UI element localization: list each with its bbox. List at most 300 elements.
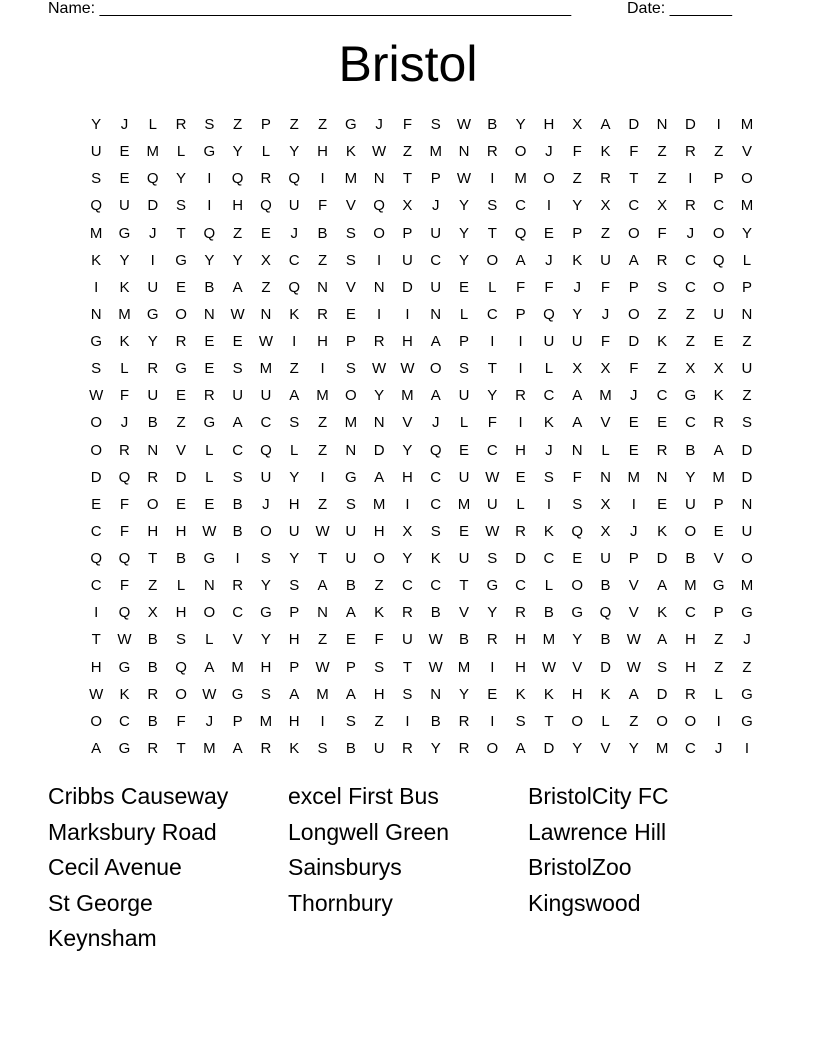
grid-cell[interactable]: G [175,360,187,378]
grid-cell[interactable]: L [459,414,469,432]
grid-cell[interactable]: I [292,333,297,350]
grid-cell[interactable]: I [631,495,636,513]
grid-cell[interactable]: P [345,658,356,676]
grid-cell[interactable]: D [741,441,753,459]
grid-cell[interactable]: U [288,522,300,540]
grid-cell[interactable]: Y [289,550,300,567]
grid-cell[interactable]: G [684,387,697,405]
grid-cell[interactable]: D [741,468,753,486]
grid-cell[interactable]: M [89,224,103,242]
grid-cell[interactable]: U [288,197,300,215]
grid-cell[interactable]: Z [233,224,243,242]
grid-cell[interactable]: B [147,631,158,649]
grid-cell[interactable]: K [374,604,385,622]
grid-cell[interactable]: R [515,522,527,540]
grid-cell[interactable]: B [430,712,441,730]
grid-cell[interactable]: H [515,658,527,676]
grid-cell[interactable]: S [487,550,498,567]
grid-cell[interactable]: C [486,305,498,323]
grid-cell[interactable]: E [459,522,470,540]
grid-cell[interactable]: C [543,387,555,405]
grid-cell[interactable]: B [459,631,470,649]
grid-cell[interactable]: N [600,468,611,486]
grid-cell[interactable]: B [685,441,696,459]
grid-cell[interactable]: R [147,739,159,757]
grid-cell[interactable]: H [175,604,187,622]
grid-cell[interactable]: S [345,360,356,378]
grid-cell[interactable]: Z [685,333,695,350]
grid-cell[interactable]: A [628,685,639,703]
grid-cell[interactable]: C [232,604,244,622]
grid-cell[interactable]: U [741,360,753,378]
grid-cell[interactable]: X [600,522,611,540]
grid-cell[interactable]: C [628,197,640,215]
grid-cell[interactable]: F [600,333,611,350]
grid-cell[interactable]: O [684,712,697,730]
grid-cell[interactable]: W [626,658,641,676]
grid-cell[interactable]: L [488,278,497,296]
grid-cell[interactable]: P [628,278,639,296]
grid-cell[interactable]: V [402,414,413,432]
grid-cell[interactable]: H [288,712,300,730]
grid-cell[interactable]: L [205,441,214,459]
grid-cell[interactable]: O [344,387,357,405]
grid-cell[interactable]: Z [289,116,299,133]
grid-cell[interactable]: J [148,224,157,242]
grid-cell[interactable]: D [628,116,640,133]
grid-cell[interactable]: W [315,522,330,540]
grid-cell[interactable]: C [486,441,498,459]
grid-cell[interactable]: H [317,143,328,161]
grid-cell[interactable]: W [315,658,330,676]
grid-cell[interactable]: Z [176,414,186,432]
grid-cell[interactable]: H [401,333,413,350]
grid-cell[interactable]: B [147,712,158,730]
grid-cell[interactable]: K [289,305,300,323]
grid-cell[interactable]: U [147,278,159,296]
grid-cell[interactable]: S [402,685,413,703]
grid-cell[interactable]: W [89,685,104,703]
grid-cell[interactable]: G [344,468,357,486]
grid-cell[interactable]: M [457,495,471,513]
grid-cell[interactable]: O [741,550,753,567]
grid-cell[interactable]: R [232,577,244,595]
grid-cell[interactable]: I [320,360,325,378]
grid-cell[interactable]: Z [714,631,724,649]
grid-cell[interactable]: E [487,685,498,703]
grid-cell[interactable]: E [232,333,243,350]
grid-cell[interactable]: Z [233,116,243,133]
grid-cell[interactable]: G [118,658,131,676]
grid-cell[interactable]: R [515,387,527,405]
grid-cell[interactable]: Q [260,197,272,215]
grid-cell[interactable]: A [345,685,356,703]
grid-cell[interactable]: R [656,251,668,269]
grid-cell[interactable]: T [176,224,186,242]
grid-cell[interactable]: J [630,522,638,540]
grid-cell[interactable]: M [740,197,754,215]
grid-cell[interactable]: B [147,414,158,432]
grid-cell[interactable]: K [600,143,611,161]
grid-cell[interactable]: O [429,360,442,378]
grid-cell[interactable]: K [119,685,130,703]
grid-cell[interactable]: R [119,441,130,459]
grid-cell[interactable]: M [599,387,612,405]
grid-cell[interactable]: O [203,604,216,622]
grid-cell[interactable]: X [572,360,583,378]
grid-cell[interactable]: I [490,658,495,676]
grid-cell[interactable]: E [657,414,668,432]
grid-cell[interactable]: Y [289,468,300,486]
grid-cell[interactable]: Y [119,251,130,269]
grid-cell[interactable]: U [571,333,583,350]
grid-cell[interactable]: U [741,522,753,540]
grid-cell[interactable]: O [486,251,499,269]
grid-cell[interactable]: Z [742,658,752,676]
grid-cell[interactable]: A [232,414,243,432]
grid-cell[interactable]: U [600,251,611,269]
grid-cell[interactable]: H [260,658,272,676]
grid-cell[interactable]: B [147,658,158,676]
grid-cell[interactable]: Q [599,604,612,622]
grid-cell[interactable]: F [374,631,384,649]
grid-cell[interactable]: U [713,305,725,323]
grid-cell[interactable]: N [458,143,470,161]
grid-cell[interactable]: T [402,658,412,676]
grid-cell[interactable]: M [740,116,754,133]
grid-cell[interactable]: C [713,197,725,215]
grid-cell[interactable]: K [345,143,356,161]
grid-cell[interactable]: R [147,468,159,486]
grid-cell[interactable]: P [289,658,300,676]
grid-cell[interactable]: Z [742,387,752,405]
grid-cell[interactable]: A [515,739,526,757]
grid-cell[interactable]: Q [712,251,725,269]
grid-cell[interactable]: F [572,143,582,161]
grid-cell[interactable]: Y [232,251,243,269]
grid-cell[interactable]: Z [714,143,724,161]
grid-cell[interactable]: U [345,550,357,567]
grid-cell[interactable]: K [91,251,102,269]
grid-cell[interactable]: W [428,658,443,676]
grid-cell[interactable]: R [317,305,328,323]
grid-cell[interactable]: Y [260,577,271,595]
grid-cell[interactable]: O [571,712,584,730]
grid-cell[interactable]: R [147,685,159,703]
grid-cell[interactable]: D [175,468,187,486]
grid-cell[interactable]: O [627,305,640,323]
grid-cell[interactable]: I [207,197,212,215]
grid-cell[interactable]: Z [402,143,412,161]
grid-cell[interactable]: U [458,387,470,405]
grid-cell[interactable]: K [657,522,668,540]
grid-cell[interactable]: N [741,495,753,513]
grid-cell[interactable]: Y [176,170,187,188]
grid-cell[interactable]: M [684,577,697,595]
grid-cell[interactable]: O [146,495,159,513]
grid-cell[interactable]: S [317,739,328,757]
grid-cell[interactable]: I [94,604,99,622]
grid-cell[interactable]: W [117,631,132,649]
grid-cell[interactable]: R [684,143,696,161]
grid-cell[interactable]: J [573,278,581,296]
grid-cell[interactable]: Q [231,170,244,188]
grid-cell[interactable]: N [203,577,215,595]
grid-cell[interactable]: V [572,658,583,676]
grid-cell[interactable]: L [120,360,129,378]
grid-cell[interactable]: K [600,685,611,703]
grid-cell[interactable]: S [91,170,102,188]
grid-cell[interactable]: B [176,550,187,567]
grid-cell[interactable]: J [290,224,298,242]
grid-cell[interactable]: W [400,360,415,378]
grid-cell[interactable]: E [345,305,356,323]
grid-cell[interactable]: I [377,305,382,323]
grid-cell[interactable]: K [657,604,668,622]
grid-cell[interactable]: I [405,305,410,323]
grid-cell[interactable]: P [232,712,243,730]
grid-cell[interactable]: E [176,495,187,513]
grid-cell[interactable]: L [601,441,610,459]
grid-cell[interactable]: A [515,251,526,269]
grid-cell[interactable]: P [741,278,752,296]
grid-cell[interactable]: A [657,631,668,649]
grid-cell[interactable]: Q [260,441,272,459]
grid-cell[interactable]: S [487,197,498,215]
grid-cell[interactable]: I [320,712,325,730]
grid-cell[interactable]: V [459,604,470,622]
grid-cell[interactable]: T [402,170,412,188]
grid-cell[interactable]: M [372,495,386,513]
grid-cell[interactable]: O [741,170,753,188]
grid-cell[interactable]: V [176,441,187,459]
grid-cell[interactable]: J [375,116,383,133]
grid-cell[interactable]: P [628,550,639,567]
grid-cell[interactable]: X [600,360,611,378]
grid-cell[interactable]: B [232,495,243,513]
grid-cell[interactable]: M [316,387,329,405]
grid-cell[interactable]: O [90,441,102,459]
grid-cell[interactable]: Z [742,333,752,350]
grid-cell[interactable]: N [317,278,328,296]
grid-cell[interactable]: G [203,550,216,567]
grid-cell[interactable]: I [744,739,750,757]
grid-cell[interactable]: C [401,577,413,595]
grid-cell[interactable]: M [712,468,725,486]
grid-cell[interactable]: C [288,251,300,269]
grid-cell[interactable]: Q [514,224,527,242]
grid-cell[interactable]: Z [657,170,667,188]
grid-cell[interactable]: G [175,251,187,269]
grid-cell[interactable]: U [260,468,272,486]
grid-cell[interactable]: B [600,577,611,595]
grid-cell[interactable]: Z [600,224,611,242]
grid-cell[interactable]: K [572,251,583,269]
grid-cell[interactable]: R [458,712,470,730]
grid-cell[interactable]: I [490,712,495,730]
grid-cell[interactable]: Y [572,305,583,323]
grid-cell[interactable]: P [713,495,724,513]
grid-cell[interactable]: Q [373,197,385,215]
grid-cell[interactable]: T [544,712,554,730]
grid-cell[interactable]: Y [572,631,583,649]
grid-cell[interactable]: Z [261,278,271,296]
grid-cell[interactable]: H [515,631,527,649]
grid-cell[interactable]: Q [543,305,555,323]
grid-cell[interactable]: J [601,305,610,323]
grid-cell[interactable]: Z [657,360,667,378]
grid-cell[interactable]: C [260,414,272,432]
grid-cell[interactable]: A [317,577,328,595]
grid-cell[interactable]: E [204,333,215,350]
grid-cell[interactable]: W [626,631,641,649]
grid-cell[interactable]: Y [402,441,413,459]
grid-cell[interactable]: U [119,197,130,215]
grid-cell[interactable]: N [571,441,583,459]
grid-cell[interactable]: K [713,387,724,405]
grid-cell[interactable]: E [176,278,187,296]
grid-cell[interactable]: M [203,739,216,757]
grid-cell[interactable]: I [688,170,693,188]
grid-cell[interactable]: I [405,495,410,513]
grid-cell[interactable]: I [320,468,325,486]
grid-cell[interactable]: S [289,414,300,432]
grid-cell[interactable]: L [544,577,554,595]
grid-cell[interactable]: T [176,739,186,757]
grid-cell[interactable]: D [401,278,413,296]
grid-cell[interactable]: N [317,604,328,622]
grid-cell[interactable]: E [572,550,583,567]
grid-cell[interactable]: X [600,495,611,513]
grid-cell[interactable]: N [741,305,753,323]
grid-cell[interactable]: G [118,224,131,242]
grid-cell[interactable]: V [628,577,639,595]
grid-cell[interactable]: N [430,305,442,323]
grid-cell[interactable]: J [431,197,440,215]
grid-cell[interactable]: G [231,685,244,703]
grid-cell[interactable]: L [544,360,554,378]
grid-cell[interactable]: I [235,550,240,567]
grid-cell[interactable]: U [458,550,470,567]
grid-cell[interactable]: Z [289,360,299,378]
grid-cell[interactable]: S [430,522,441,540]
grid-cell[interactable]: W [230,305,245,323]
grid-cell[interactable]: S [345,251,356,269]
grid-cell[interactable]: R [458,739,470,757]
grid-cell[interactable]: S [374,658,385,676]
grid-cell[interactable]: N [345,441,357,459]
grid-cell[interactable]: Z [685,305,695,323]
grid-cell[interactable]: R [401,739,413,757]
grid-cell[interactable]: A [600,116,611,133]
grid-cell[interactable]: J [262,495,270,513]
grid-cell[interactable]: A [430,333,441,350]
grid-cell[interactable]: I [490,333,495,350]
grid-cell[interactable]: A [713,441,724,459]
grid-cell[interactable]: G [571,604,584,622]
grid-cell[interactable]: S [657,658,668,676]
grid-cell[interactable]: S [657,278,668,296]
grid-cell[interactable]: J [120,116,129,133]
grid-cell[interactable]: Y [459,685,470,703]
grid-cell[interactable]: J [630,387,638,405]
grid-cell[interactable]: I [150,251,155,269]
grid-cell[interactable]: Q [118,550,131,567]
grid-cell[interactable]: Y [289,143,300,161]
grid-cell[interactable]: U [90,143,102,161]
grid-cell[interactable]: R [600,170,611,188]
grid-cell[interactable]: H [543,116,555,133]
grid-cell[interactable]: F [176,712,186,730]
grid-cell[interactable]: O [90,414,102,432]
grid-cell[interactable]: Z [317,251,328,269]
grid-cell[interactable]: H [571,685,583,703]
grid-cell[interactable]: Q [90,197,102,215]
grid-cell[interactable]: M [514,170,527,188]
grid-cell[interactable]: W [485,522,500,540]
grid-cell[interactable]: Y [459,197,470,215]
grid-cell[interactable]: G [203,414,216,432]
grid-cell[interactable]: M [740,577,754,595]
grid-cell[interactable]: V [713,550,724,567]
grid-cell[interactable]: L [742,251,752,269]
grid-cell[interactable]: F [629,360,639,378]
grid-cell[interactable]: E [119,170,130,188]
grid-cell[interactable]: X [402,522,413,540]
grid-cell[interactable]: T [148,550,158,567]
grid-cell[interactable]: P [459,333,470,350]
grid-cell[interactable]: Y [487,387,498,405]
grid-cell[interactable]: U [430,278,442,296]
grid-cell[interactable]: S [515,712,526,730]
grid-cell[interactable]: M [316,685,329,703]
grid-cell[interactable]: C [430,495,442,513]
grid-cell[interactable]: M [401,387,414,405]
grid-cell[interactable]: X [657,197,668,215]
grid-cell[interactable]: I [716,712,721,730]
grid-cell[interactable]: W [541,658,556,676]
grid-cell[interactable]: U [232,387,244,405]
grid-cell[interactable]: E [628,414,639,432]
grid-cell[interactable]: R [373,333,385,350]
grid-cell[interactable]: S [345,712,356,730]
grid-cell[interactable]: E [204,495,215,513]
grid-cell[interactable]: N [147,441,159,459]
grid-cell[interactable]: E [459,278,470,296]
grid-cell[interactable]: Q [146,170,159,188]
grid-cell[interactable]: E [628,441,639,459]
grid-cell[interactable]: T [487,360,497,378]
grid-cell[interactable]: Y [91,116,102,133]
grid-cell[interactable]: G [712,577,725,595]
grid-cell[interactable]: N [373,170,385,188]
grid-cell[interactable]: L [601,712,610,730]
grid-cell[interactable]: R [684,197,696,215]
grid-cell[interactable]: V [600,414,611,432]
grid-cell[interactable]: R [175,333,187,350]
grid-cell[interactable]: J [545,251,553,269]
grid-cell[interactable]: X [713,360,724,378]
grid-cell[interactable]: P [515,305,526,323]
grid-cell[interactable]: V [600,739,611,757]
grid-cell[interactable]: J [205,712,214,730]
grid-cell[interactable]: B [317,224,328,242]
grid-cell[interactable]: K [430,550,441,567]
grid-cell[interactable]: T [487,224,497,242]
grid-cell[interactable]: R [656,441,668,459]
grid-cell[interactable]: I [320,170,325,188]
grid-cell[interactable]: M [429,143,442,161]
